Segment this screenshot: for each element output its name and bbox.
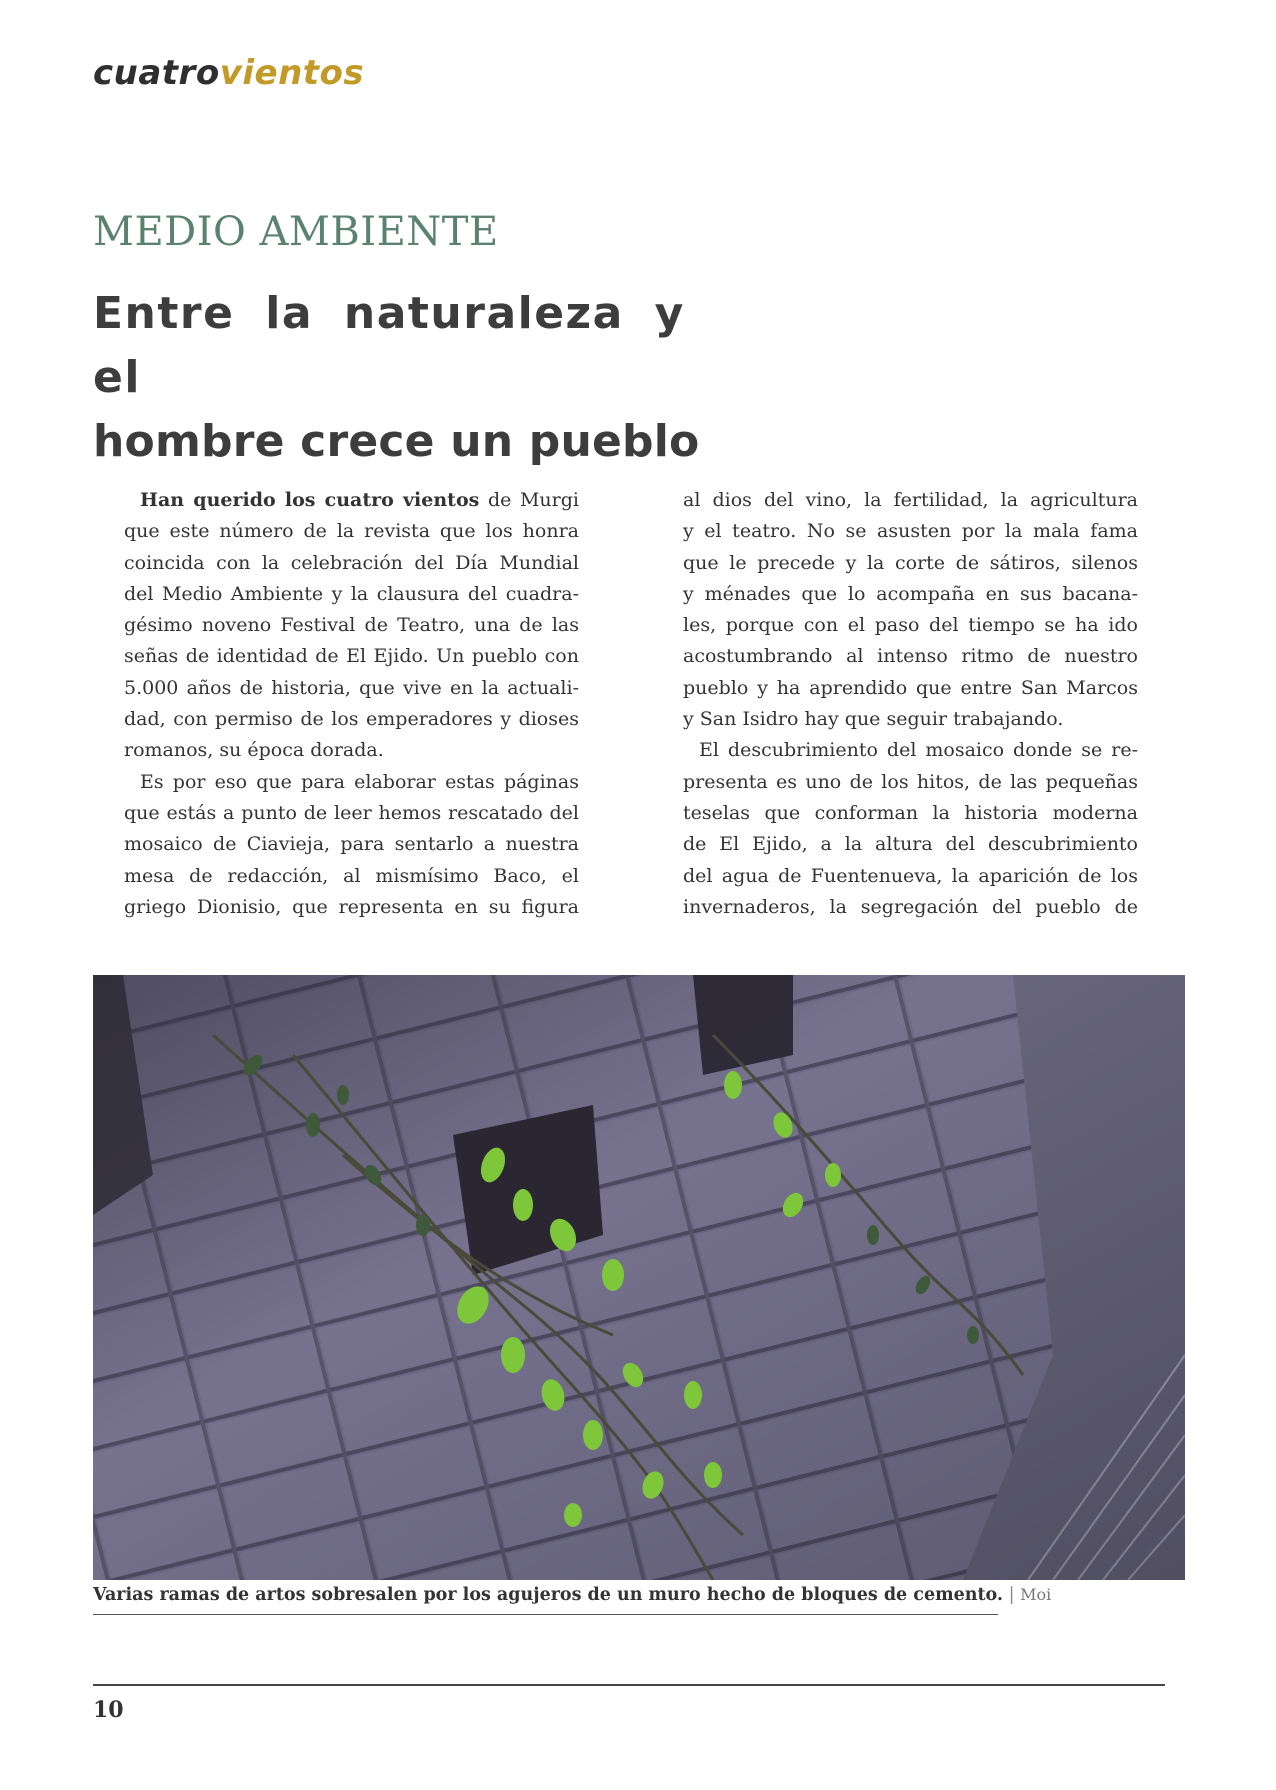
- line: presenta es uno de los hitos, de las pequeñas: [683, 770, 1138, 793]
- line: les, porque con el paso del tiempo se ha ido: [683, 614, 1138, 637]
- line: Es por eso que para elaborar estas páginas: [140, 770, 579, 793]
- line: griego Dionisio, que representa en su figura: [124, 895, 579, 918]
- line: pueblo y ha aprendido que entre San Marcos: [683, 676, 1138, 699]
- line: de El Ejido, a la altura del descubrimiento: [683, 833, 1138, 856]
- photo-credit: Moi: [1020, 1585, 1052, 1604]
- section-heading: MEDIO AMBIENTE: [93, 209, 499, 255]
- line: gésimo noveno Festival de Teatro, una de las: [124, 614, 579, 637]
- lead-bold: Han querido los cuatro vientos: [140, 489, 480, 511]
- article-photo: [93, 975, 1185, 1580]
- magazine-logo: [93, 53, 365, 93]
- line: 5.000 años de historia, que vive en la actuali-: [124, 676, 579, 699]
- article-title: [93, 282, 753, 474]
- line: y San Isidro hay que seguir trabajando.: [683, 708, 1064, 731]
- logo-part1: cuatro: [93, 53, 220, 93]
- line: que este número de la revista que los honra: [124, 520, 579, 543]
- paragraph: [124, 767, 579, 923]
- line: que le precede y la corte de sátiros, silenos: [683, 551, 1138, 574]
- line: coincida con la celebración del Día Mundial: [124, 551, 579, 574]
- paragraph: [124, 485, 579, 767]
- line: que estás a punto de leer hemos rescatado del: [124, 801, 579, 824]
- line: dad, con permiso de los emperadores y dioses: [124, 708, 579, 731]
- logo-part2: vientos: [219, 53, 365, 93]
- footer-rule: [93, 1684, 1165, 1686]
- line: mosaico de Ciavieja, para sentarlo a nuestra: [124, 833, 579, 856]
- line: y ménades que lo acompaña en sus bacana-: [683, 582, 1138, 605]
- line: y el teatro. No se asusten por la mala fama: [683, 520, 1138, 543]
- line: invernaderos, la segregación del pueblo de: [683, 895, 1138, 918]
- line: Han querido los cuatro vientos de Murgi: [140, 489, 579, 511]
- line: El descubrimiento del mosaico donde se re-: [699, 739, 1138, 762]
- title-line-2: hombre crece un pueblo: [93, 416, 700, 467]
- line: del agua de Fuentenueva, la aparición de los: [683, 864, 1138, 887]
- caption-text: Varias ramas de artos sobresalen por los agujeros de un muro hecho de bloques de cemento.: [93, 1585, 1003, 1605]
- text-column-2: [683, 485, 1138, 923]
- line: señas de identidad de El Ejido. Un pueblo con: [124, 645, 579, 668]
- caption-separator: |: [1008, 1585, 1015, 1605]
- caption-rule: [93, 1614, 998, 1615]
- page-number: 10: [93, 1697, 124, 1723]
- line: romanos, su época dorada.: [124, 739, 384, 762]
- line: al dios del vino, la fertilidad, la agricultura: [683, 489, 1138, 511]
- paragraph: [683, 485, 1138, 735]
- line: acostumbrando al intenso ritmo de nuestro: [683, 645, 1138, 668]
- text-column-1: [124, 485, 579, 923]
- title-line-1: Entre la naturaleza y el: [93, 288, 685, 403]
- line: mesa de redacción, al mismísimo Baco, el: [124, 864, 579, 887]
- line: del Medio Ambiente y la clausura del cuadra-: [124, 582, 579, 605]
- line: teselas que conforman la historia moderna: [683, 801, 1138, 824]
- photo-caption: [93, 1582, 1051, 1608]
- paragraph: [683, 735, 1138, 923]
